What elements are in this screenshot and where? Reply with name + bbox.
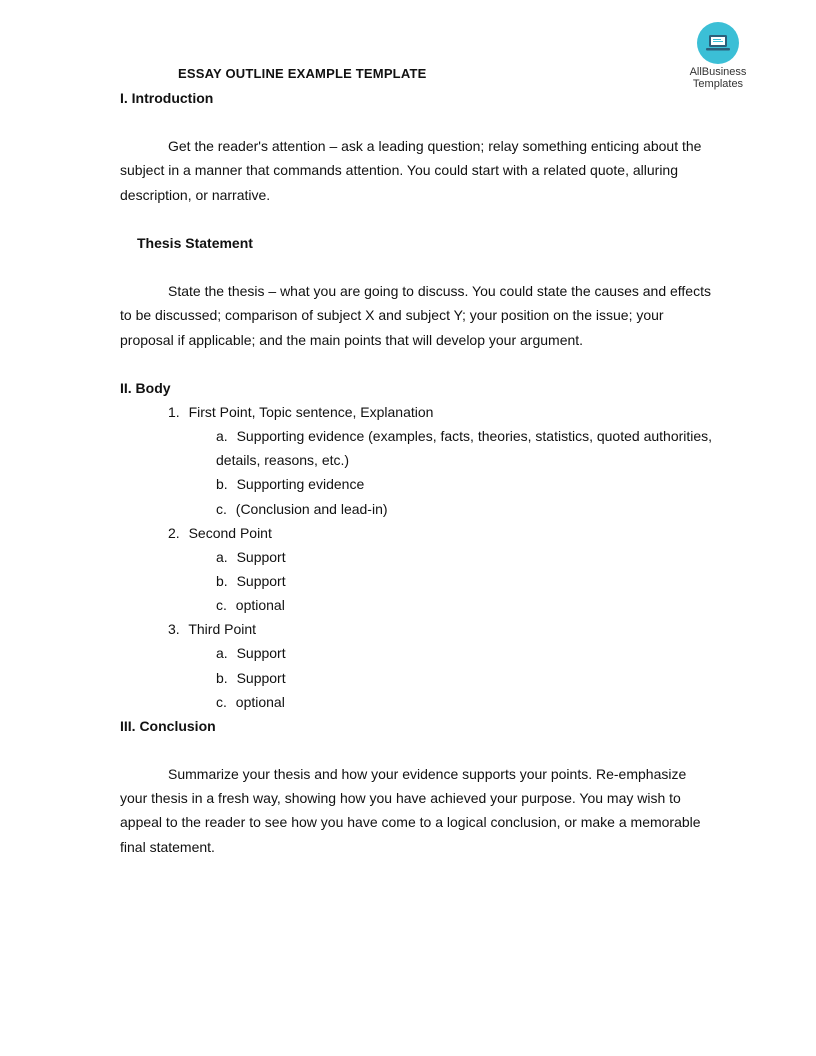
point-label: Third Point: [188, 621, 257, 637]
introduction-line: description, or narrative.: [120, 187, 271, 203]
sub-text: optional: [235, 694, 285, 710]
introduction-heading: I. Introduction: [120, 90, 214, 106]
sub-text: (Conclusion and lead-in): [235, 501, 388, 517]
body-point-3: [168, 621, 256, 637]
laptop-icon: [697, 22, 739, 64]
sub-marker: c.: [216, 597, 227, 613]
logo-text-line1: AllBusiness: [689, 66, 747, 78]
conclusion-line: appeal to the reader to see how you have come to a logical conclusion, or make a memorable: [120, 814, 701, 830]
sub-marker: a.: [216, 645, 228, 661]
sub-marker: b.: [216, 573, 228, 589]
sub-point: [216, 428, 712, 444]
body-point-1: [168, 404, 433, 420]
sub-marker: b.: [216, 670, 228, 686]
logo-text-line2: Templates: [692, 78, 744, 90]
sub-point: [216, 694, 285, 710]
thesis-line: State the thesis – what you are going to discuss. You could state the causes and effects: [168, 283, 711, 299]
thesis-line: proposal if applicable; and the main points that will develop your argument.: [120, 332, 584, 348]
introduction-line: subject in a manner that commands attention. You could start with a related quote, alluring: [120, 162, 679, 178]
sub-point: [216, 597, 285, 613]
sub-text: Support: [236, 645, 286, 661]
conclusion-line: your thesis in a fresh way, showing how you have achieved your purpose. You may wish to: [120, 790, 681, 806]
sub-marker: a.: [216, 549, 228, 565]
body-point-2: [168, 525, 272, 541]
sub-marker: a.: [216, 428, 228, 444]
sub-marker: c.: [216, 694, 227, 710]
point-marker: 2.: [168, 525, 180, 541]
sub-text: Supporting evidence: [236, 476, 365, 492]
sub-marker: b.: [216, 476, 228, 492]
conclusion-line: final statement.: [120, 839, 215, 855]
conclusion-heading: III. Conclusion: [120, 718, 216, 734]
sub-text: Support: [236, 573, 286, 589]
sub-marker: c.: [216, 501, 227, 517]
sub-point: [216, 501, 388, 517]
body-heading: II. Body: [120, 380, 171, 396]
sub-point: [216, 573, 286, 589]
point-marker: 3.: [168, 621, 180, 637]
point-marker: 1.: [168, 404, 180, 420]
introduction-line: Get the reader's attention – ask a leading question; relay something enticing about the: [168, 138, 702, 154]
thesis-heading: Thesis Statement: [137, 235, 253, 251]
conclusion-line: Summarize your thesis and how your evidence supports your points. Re-emphasize: [168, 766, 687, 782]
point-label: First Point, Topic sentence, Explanation: [188, 404, 434, 420]
sub-text: optional: [235, 597, 285, 613]
sub-point: [216, 476, 364, 492]
sub-text: Supporting evidence (examples, facts, theories, statistics, quoted authorities,: [236, 428, 713, 444]
allbusiness-logo: [680, 22, 756, 90]
sub-text: Support: [236, 549, 286, 565]
thesis-line: to be discussed; comparison of subject X and subject Y; your position on the issue; your: [120, 307, 664, 323]
point-label: Second Point: [188, 525, 272, 541]
sub-point-continuation: details, reasons, etc.): [216, 452, 350, 468]
sub-point: [216, 645, 286, 661]
sub-point: [216, 670, 286, 686]
sub-text: Support: [236, 670, 286, 686]
sub-point: [216, 549, 286, 565]
document-title: ESSAY OUTLINE EXAMPLE TEMPLATE: [178, 66, 427, 81]
